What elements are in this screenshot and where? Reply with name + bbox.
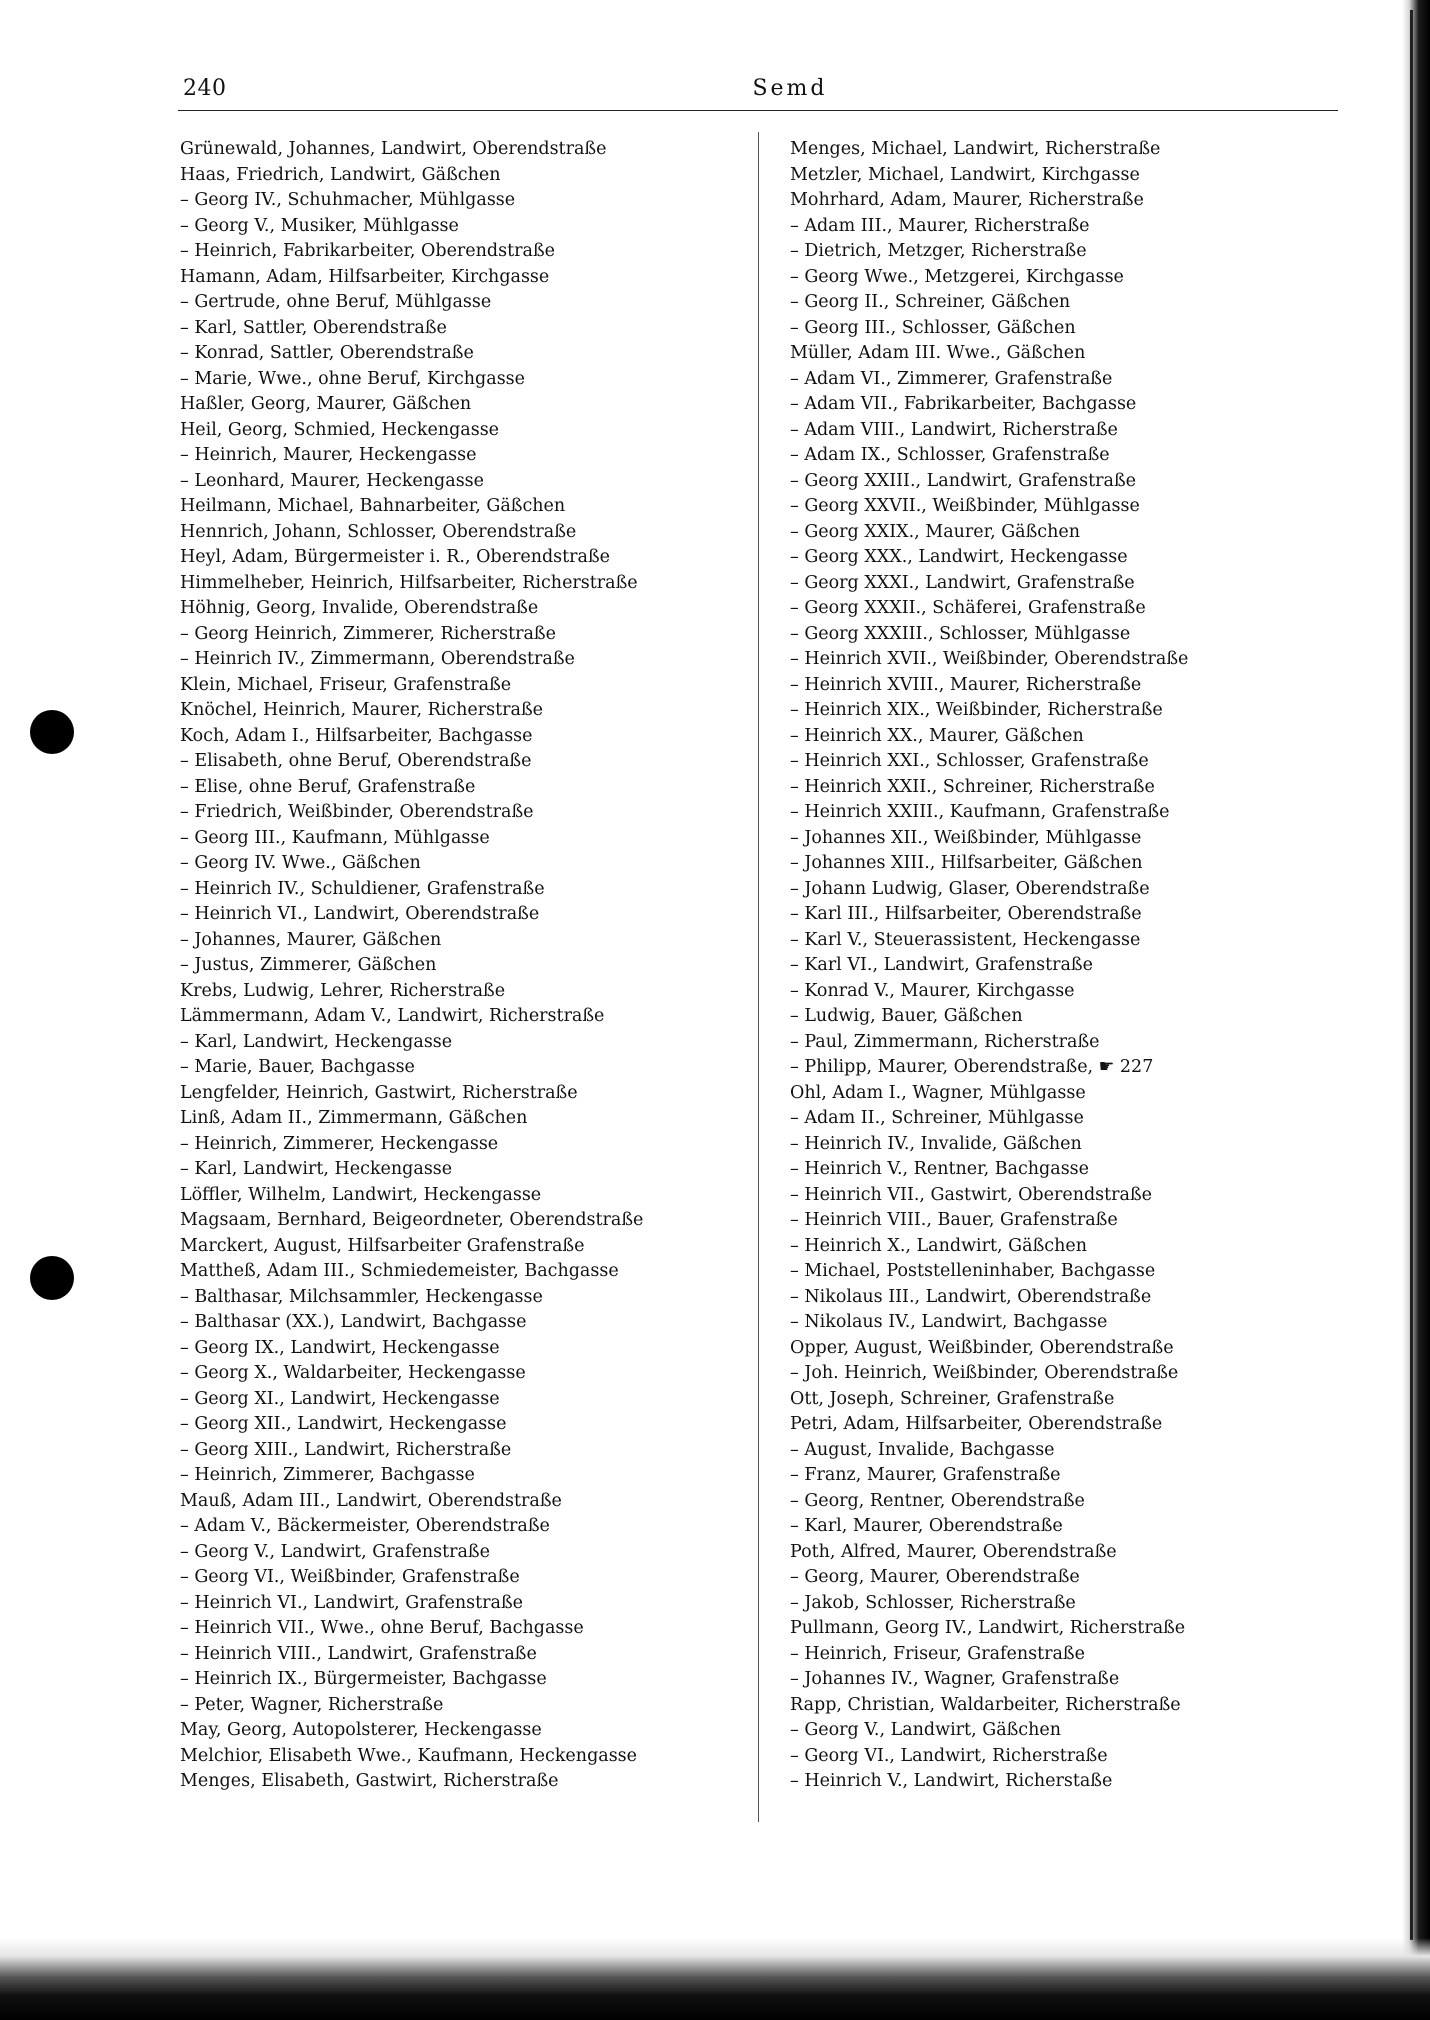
directory-entry: – Heinrich XXII., Schreiner, Richerstraße (790, 776, 1155, 797)
directory-entry: – Johannes, Maurer, Gäßchen (180, 929, 442, 950)
scan-right-edge (1402, 0, 1430, 2020)
directory-entry: – Georg XXXII., Schäferei, Grafenstraße (790, 598, 1146, 618)
directory-entry: – Georg XXXI., Landwirt, Grafenstraße (790, 572, 1135, 593)
directory-entry: – Georg IV., Schuhmacher, Mühlgasse (180, 190, 516, 210)
punch-hole (30, 1256, 74, 1300)
directory-entry: Menges, Elisabeth, Gastwirt, Richerstraße (180, 1771, 559, 1791)
directory-entry: Pullmann, Georg IV., Landwirt, Richerstraße (790, 1618, 1186, 1638)
directory-entry: – Georg XXVII., Weißbinder, Mühlgasse (790, 496, 1140, 516)
directory-entry: – Heinrich, Maurer, Heckengasse (180, 445, 477, 465)
directory-entry: – Georg III., Kaufmann, Mühlgasse (180, 827, 490, 848)
directory-entry: Lämmermann, Adam V., Landwirt, Richerstraße (180, 1006, 605, 1026)
directory-entry: – Georg IX., Landwirt, Heckengasse (180, 1337, 500, 1358)
directory-entry: – Konrad V., Maurer, Kirchgasse (790, 980, 1075, 1001)
running-head: Semd (752, 76, 828, 101)
directory-entry: Mohrhard, Adam, Maurer, Richerstraße (790, 190, 1144, 210)
directory-entry: Krebs, Ludwig, Lehrer, Richerstraße (180, 980, 506, 1001)
directory-entry: – Heinrich VI., Landwirt, Grafenstraße (180, 1592, 524, 1613)
directory-entry: May, Georg, Autopolsterer, Heckengasse (180, 1720, 542, 1740)
directory-entry: – Adam III., Maurer, Richerstraße (790, 215, 1090, 236)
directory-entry: – Heinrich XVIII., Maurer, Richerstraße (790, 674, 1142, 695)
directory-entry: – Georg, Rentner, Oberendstraße (790, 1490, 1085, 1511)
directory-entry: – Adam II., Schreiner, Mühlgasse (790, 1108, 1084, 1128)
directory-entry: – Georg XXXIII., Schlosser, Mühlgasse (790, 623, 1131, 644)
directory-entry: – Karl, Maurer, Oberendstraße (790, 1516, 1063, 1536)
directory-entry: – Georg V., Musiker, Mühlgasse (180, 215, 459, 236)
directory-entry: Hamann, Adam, Hilfsarbeiter, Kirchgasse (180, 266, 550, 287)
directory-entry: Ohl, Adam I., Wagner, Mühlgasse (790, 1082, 1086, 1103)
directory-entry: Heil, Georg, Schmied, Heckengasse (180, 419, 500, 440)
directory-entry: – Heinrich XXI., Schlosser, Grafenstraße (790, 751, 1149, 771)
header-rule (178, 110, 1338, 111)
directory-entry: – Georg XXIII., Landwirt, Grafenstraße (790, 470, 1137, 491)
directory-entry: – Georg XXIX., Maurer, Gäßchen (790, 521, 1081, 542)
directory-entry: Klein, Michael, Friseur, Grafenstraße (180, 674, 512, 695)
directory-entry: – Georg III., Schlosser, Gäßchen (790, 317, 1076, 338)
directory-entry: – Georg XII., Landwirt, Heckengasse (180, 1414, 507, 1434)
directory-entry: Petri, Adam, Hilfsarbeiter, Oberendstraße (790, 1414, 1163, 1434)
directory-entry: – Marie, Wwe., ohne Beruf, Kirchgasse (180, 368, 526, 389)
directory-entry: – Peter, Wagner, Richerstraße (180, 1694, 444, 1715)
directory-entry: – Karl III., Hilfsarbeiter, Oberendstraße (790, 904, 1142, 924)
directory-entry: Löffler, Wilhelm, Landwirt, Heckengasse (180, 1184, 542, 1205)
directory-entry: – Jakob, Schlosser, Richerstraße (790, 1592, 1076, 1613)
directory-entry: – Franz, Maurer, Grafenstraße (790, 1465, 1061, 1485)
directory-entry: – Adam VI., Zimmerer, Grafenstraße (790, 368, 1113, 389)
directory-entry: Marckert, August, Hilfsarbeiter Grafenstraße (180, 1235, 585, 1256)
directory-entry: – Georg V., Landwirt, Grafenstraße (180, 1541, 490, 1562)
directory-entry: – Georg, Maurer, Oberendstraße (790, 1567, 1080, 1587)
directory-entry: – Heinrich, Zimmerer, Heckengasse (180, 1133, 499, 1154)
directory-entry: – Konrad, Sattler, Oberendstraße (180, 343, 474, 363)
directory-entry: – Heinrich IV., Zimmermann, Oberendstraße (180, 649, 575, 669)
directory-entry: Magsaam, Bernhard, Beigeordneter, Oberendstraße (180, 1210, 644, 1230)
page-number: 240 (183, 76, 227, 101)
directory-entry: – Michael, Poststelleninhaber, Bachgasse (790, 1261, 1156, 1281)
directory-entry: – Georg XXX., Landwirt, Heckengasse (790, 547, 1128, 567)
directory-entry: Grünewald, Johannes, Landwirt, Oberendstraße (180, 139, 607, 159)
directory-entry: Ott, Joseph, Schreiner, Grafenstraße (790, 1388, 1115, 1409)
directory-entry: – Heinrich X., Landwirt, Gäßchen (790, 1235, 1087, 1256)
directory-entry: – Friedrich, Weißbinder, Oberendstraße (180, 802, 534, 822)
directory-entry: – Georg IV. Wwe., Gäßchen (180, 853, 421, 873)
directory-entry: – Joh. Heinrich, Weißbinder, Oberendstraße (790, 1363, 1179, 1383)
directory-entry: – Leonhard, Maurer, Heckengasse (180, 470, 485, 491)
directory-entry: – Heinrich XVII., Weißbinder, Oberendstraße (790, 649, 1189, 669)
directory-entry: – Heinrich VII., Wwe., ohne Beruf, Bachgasse (180, 1618, 584, 1638)
directory-entry: – Nikolaus IV., Landwirt, Bachgasse (790, 1312, 1108, 1332)
directory-entry: – Adam V., Bäckermeister, Oberendstraße (180, 1516, 550, 1536)
directory-entry: – Paul, Zimmermann, Richerstraße (790, 1031, 1100, 1052)
directory-entry: Heyl, Adam, Bürgermeister i. R., Oberendstraße (180, 547, 611, 567)
directory-entry: Metzler, Michael, Landwirt, Kirchgasse (790, 164, 1140, 185)
directory-entry: – Karl, Sattler, Oberendstraße (180, 317, 447, 338)
directory-entry: – Georg V., Landwirt, Gäßchen (790, 1720, 1062, 1740)
directory-entry: Haas, Friedrich, Landwirt, Gäßchen (180, 164, 501, 185)
directory-entry: – Adam IX., Schlosser, Grafenstraße (790, 445, 1110, 465)
right-column (790, 137, 1330, 1795)
directory-entry: – Heinrich IX., Bürgermeister, Bachgasse (180, 1669, 547, 1689)
directory-entry: – Johannes IV., Wagner, Grafenstraße (790, 1669, 1120, 1689)
directory-entry: – Heinrich V., Rentner, Bachgasse (790, 1159, 1090, 1179)
directory-entry: Müller, Adam III. Wwe., Gäßchen (790, 343, 1086, 363)
directory-entry: – Adam VIII., Landwirt, Richerstraße (790, 419, 1118, 440)
directory-entry: – Johannes XII., Weißbinder, Mühlgasse (790, 827, 1142, 848)
scan-bottom-edge (0, 1938, 1430, 2020)
directory-entry: – Heinrich, Fabrikarbeiter, Oberendstraße (180, 241, 555, 261)
directory-entry: – Heinrich VIII., Bauer, Grafenstraße (790, 1210, 1118, 1230)
directory-entry: – Balthasar, Milchsammler, Heckengasse (180, 1286, 543, 1307)
directory-entry: Höhnig, Georg, Invalide, Oberendstraße (180, 598, 539, 618)
directory-entry: – Nikolaus III., Landwirt, Oberendstraße (790, 1286, 1152, 1307)
directory-entry: – Karl, Landwirt, Heckengasse (180, 1031, 453, 1052)
directory-entry: – Johannes XIII., Hilfsarbeiter, Gäßchen (790, 853, 1143, 873)
directory-entry: – Johann Ludwig, Glaser, Oberendstraße (790, 878, 1150, 899)
directory-entry: – Balthasar (XX.), Landwirt, Bachgasse (180, 1312, 527, 1332)
directory-entry: – August, Invalide, Bachgasse (790, 1439, 1055, 1460)
directory-entry: – Elise, ohne Beruf, Grafenstraße (180, 776, 476, 797)
directory-entry: Lengfelder, Heinrich, Gastwirt, Richerstraße (180, 1082, 578, 1103)
directory-entry: – Gertrude, ohne Beruf, Mühlgasse (180, 292, 492, 312)
directory-entry: – Karl V., Steuerassistent, Heckengasse (790, 929, 1141, 950)
directory-entry: – Heinrich XIX., Weißbinder, Richerstraße (790, 700, 1163, 720)
directory-entry: Heilmann, Michael, Bahnarbeiter, Gäßchen (180, 496, 566, 516)
directory-entry: Mauß, Adam III., Landwirt, Oberendstraße (180, 1490, 562, 1511)
directory-entry: – Georg Heinrich, Zimmerer, Richerstraße (180, 623, 556, 644)
directory-entry: – Heinrich IV., Schuldiener, Grafenstraße (180, 878, 545, 899)
directory-entry: – Heinrich VIII., Landwirt, Grafenstraße (180, 1643, 537, 1664)
directory-entry: – Karl, Landwirt, Heckengasse (180, 1159, 453, 1179)
directory-entry: Rapp, Christian, Waldarbeiter, Richerstraße (790, 1694, 1181, 1715)
directory-entry: – Heinrich, Zimmerer, Bachgasse (180, 1465, 475, 1485)
directory-entry: – Heinrich IV., Invalide, Gäßchen (790, 1133, 1082, 1154)
directory-entry: – Heinrich VII., Gastwirt, Oberendstraße (790, 1184, 1153, 1205)
directory-entry: – Georg XI., Landwirt, Heckengasse (180, 1388, 500, 1409)
directory-entry: – Georg VI., Weißbinder, Grafenstraße (180, 1567, 520, 1587)
directory-entry: Haßler, Georg, Maurer, Gäßchen (180, 394, 472, 414)
directory-entry: Hennrich, Johann, Schlosser, Oberendstraße (180, 521, 577, 542)
column-divider (758, 132, 759, 1822)
directory-entry: – Georg X., Waldarbeiter, Heckengasse (180, 1363, 526, 1383)
directory-entry: – Adam VII., Fabrikarbeiter, Bachgasse (790, 394, 1137, 414)
directory-entry: – Georg VI., Landwirt, Richerstraße (790, 1745, 1108, 1766)
directory-entry: – Heinrich V., Landwirt, Richerstaße (790, 1771, 1113, 1791)
left-column (180, 137, 750, 1795)
directory-entry: Knöchel, Heinrich, Maurer, Richerstraße (180, 700, 544, 720)
directory-entry: – Georg Wwe., Metzgerei, Kirchgasse (790, 266, 1124, 287)
directory-entry: Melchior, Elisabeth Wwe., Kaufmann, Heckengasse (180, 1745, 638, 1766)
directory-entry: Opper, August, Weißbinder, Oberendstraße (790, 1337, 1174, 1358)
directory-entry: – Elisabeth, ohne Beruf, Oberendstraße (180, 751, 532, 771)
directory-entry: – Justus, Zimmerer, Gäßchen (180, 955, 437, 975)
directory-entry: Himmelheber, Heinrich, Hilfsarbeiter, Richerstraße (180, 572, 638, 593)
directory-entry: – Ludwig, Bauer, Gäßchen (790, 1006, 1023, 1026)
punch-hole (30, 710, 74, 754)
directory-entry: – Georg II., Schreiner, Gäßchen (790, 292, 1071, 312)
directory-entry: – Heinrich, Friseur, Grafenstraße (790, 1643, 1085, 1664)
directory-entry: Koch, Adam I., Hilfsarbeiter, Bachgasse (180, 725, 533, 746)
directory-entry: Linß, Adam II., Zimmermann, Gäßchen (180, 1108, 528, 1128)
directory-entry: – Philipp, Maurer, Oberendstraße, ☛ 227 (790, 1057, 1154, 1077)
directory-entry: Poth, Alfred, Maurer, Oberendstraße (790, 1541, 1117, 1562)
directory-entry: – Marie, Bauer, Bachgasse (180, 1057, 415, 1077)
directory-entry: – Karl VI., Landwirt, Grafenstraße (790, 955, 1093, 975)
directory-entry: – Heinrich VI., Landwirt, Oberendstraße (180, 904, 540, 924)
directory-entry: – Heinrich XX., Maurer, Gäßchen (790, 725, 1084, 746)
directory-entry: – Georg XIII., Landwirt, Richerstraße (180, 1439, 512, 1460)
directory-entry: Mattheß, Adam III., Schmiedemeister, Bachgasse (180, 1261, 619, 1281)
directory-entry: – Dietrich, Metzger, Richerstraße (790, 241, 1087, 261)
directory-entry: – Heinrich XXIII., Kaufmann, Grafenstraße (790, 802, 1170, 822)
directory-entry: Menges, Michael, Landwirt, Richerstraße (790, 139, 1161, 159)
